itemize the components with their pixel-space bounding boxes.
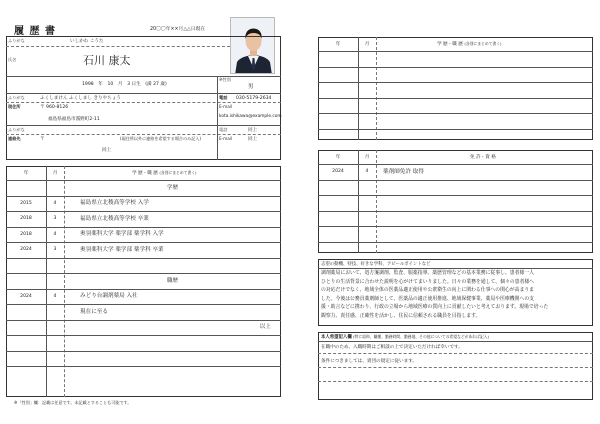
licenses-col-year: 年 bbox=[335, 155, 341, 160]
email-value: kota.ishikawa@example.com bbox=[219, 114, 282, 119]
furigana-value: いしかわ こうた bbox=[70, 39, 104, 44]
license-month: 4 bbox=[365, 169, 369, 174]
request-line: 在職中のため、入職時期はご相談の上で決定いただければ幸いです。 bbox=[321, 345, 463, 350]
history2-col-month: 月 bbox=[364, 42, 370, 47]
row-year: 2024 bbox=[20, 293, 32, 299]
contact-furigana-label: ふりがな bbox=[8, 127, 25, 132]
table-row-line bbox=[318, 98, 593, 99]
history2-col-desc bbox=[437, 42, 502, 47]
motivation-line: した。今後は公務員薬剤師として、医薬品の適正使用推進、地域保健事業、薬局や医療機関への支 bbox=[321, 295, 535, 302]
contact-postal: 〒 bbox=[40, 137, 45, 142]
history-col-year: 年 bbox=[23, 171, 29, 176]
resume-title: 履 歴 書 bbox=[14, 26, 56, 37]
address-furigana-value: ふくしまけん ふくしまし きりやちょう bbox=[40, 96, 122, 101]
row-text: 職歴 bbox=[166, 277, 179, 284]
requests-heading-note: (特に給料、職種、勤務時間、勤務地、その他についての希望などがあれば記入) bbox=[353, 334, 489, 339]
table-row-line bbox=[318, 180, 593, 181]
requests-box bbox=[318, 332, 593, 400]
row-text: 奥羽薬科大学 薬学部 薬学科 入学 bbox=[80, 231, 164, 237]
address-label: 現住所 bbox=[8, 104, 21, 109]
full-name: 石川 康太 bbox=[83, 54, 131, 67]
history-col-desc-label: 学 歴・職 歴 bbox=[132, 171, 158, 176]
row-month: 3 bbox=[53, 216, 57, 221]
contact-label: 連絡先 bbox=[8, 136, 21, 141]
contact-phone-label: 電話 bbox=[219, 127, 228, 132]
gender-value: 男 bbox=[248, 84, 254, 90]
contact-email-value: 同上 bbox=[248, 137, 258, 142]
row-text: 現在に至る bbox=[80, 308, 108, 315]
contact-phone-value: 同上 bbox=[248, 128, 258, 133]
footnote: ※「性別」欄：記載は任意です。未記載とすることも可能です。 bbox=[14, 400, 132, 405]
history-col-month: 月 bbox=[52, 171, 58, 176]
table-row-line bbox=[318, 67, 593, 68]
table-row-line bbox=[318, 164, 593, 165]
motivation-line: ひとりの生活背景に合わせた説明を心がけてまいりました。日々の業務を通して、個々の患者様へ bbox=[321, 278, 535, 285]
history2-col-desc-note: (各別にまとめて書く) bbox=[464, 41, 502, 46]
table-row-line bbox=[318, 51, 593, 52]
row-text: 福島県立北稜高等学校 卒業 bbox=[80, 215, 149, 222]
licenses-col-month: 月 bbox=[364, 155, 370, 160]
history2-col-year: 年 bbox=[335, 42, 341, 47]
row-text: 奥羽薬科大学 薬学部 薬学科 卒業 bbox=[80, 246, 164, 253]
name-label: 氏名 bbox=[8, 57, 17, 62]
birth-date: 1998 年 10 月 3 日生 (満 27 歳) bbox=[82, 82, 167, 87]
contact-value: 同上 bbox=[102, 148, 112, 153]
row-year: 2018 bbox=[20, 216, 32, 221]
request-line: 条件につきましては、貴団の規定に従います。 bbox=[321, 359, 418, 364]
row-text: 福島県立北稜高等学校 入学 bbox=[80, 200, 149, 206]
postal-code: 〒 960-8126 bbox=[40, 105, 69, 110]
contact-email-label: E-mail bbox=[219, 136, 233, 141]
table-row-line bbox=[318, 226, 593, 227]
motivation-line: 援・助言などに携わり、行政の立場から地域医療の質向上に貢献したいと考えております。現場で培った bbox=[321, 304, 549, 311]
licenses-table bbox=[318, 150, 593, 253]
row-month: 4 bbox=[53, 231, 57, 237]
history-col-desc-note: (各別にまとめて書く) bbox=[159, 170, 197, 175]
row-text: 以上 bbox=[259, 324, 271, 330]
phone-label: 電話 bbox=[219, 95, 228, 100]
table-row-line bbox=[318, 195, 593, 196]
motivation-line: 調剤薬局において、処方箋調剤、監査、服薬指導、薬歴管理などの基本業務に従事し、患者様一人 bbox=[321, 270, 535, 276]
row-text: みどり台調剤薬局 入社 bbox=[80, 293, 138, 299]
requests-heading bbox=[321, 335, 489, 340]
row-month: 4 bbox=[53, 200, 57, 206]
row-month: 4 bbox=[53, 293, 57, 299]
gender-label: ※性別 bbox=[219, 77, 231, 82]
license-year: 2024 bbox=[332, 169, 344, 174]
phone-value: 030-5179-2634 bbox=[236, 96, 272, 101]
date-label: 20〇〇年××月△△日現在 bbox=[150, 27, 206, 32]
motivation-line: 観察力、責任感、正確性を活かし、住民に信頼される職員を目指します。 bbox=[321, 313, 481, 319]
history2-col-desc-label: 学 歴・職 歴 bbox=[437, 42, 463, 47]
email-label: E-mail bbox=[219, 104, 233, 109]
motivation-line: の対応だけでなく、地域全体の医薬品適正使用や公衆衛生の向上に関わる仕事への関心が高まりま bbox=[321, 287, 535, 294]
history-continued-table bbox=[318, 37, 593, 140]
requests-heading-label: 本人希望記入欄 bbox=[321, 335, 352, 340]
row-year: 2024 bbox=[20, 247, 32, 252]
table-row-line bbox=[318, 242, 593, 243]
licenses-col-desc: 免 許・資 格 bbox=[470, 155, 496, 160]
furigana-label: ふりがな bbox=[8, 38, 25, 43]
motivation-heading: 志望の動機、特技、好きな学科、アピールポイントなど bbox=[321, 262, 431, 267]
contact-note: (現住所以外に連絡を希望する場合のみ記入) bbox=[120, 136, 201, 141]
row-year: 2018 bbox=[20, 231, 32, 237]
table-row-line bbox=[318, 82, 593, 83]
table-row-line bbox=[318, 211, 593, 212]
address-value: 福島県福島市霧野町2-11 bbox=[48, 117, 100, 122]
row-text: 学歴 bbox=[166, 184, 179, 191]
address-furigana-label: ふりがな bbox=[8, 95, 25, 100]
table-row-line bbox=[318, 113, 593, 114]
history-col-desc bbox=[132, 171, 197, 176]
license-text: 薬剤師免許 取得 bbox=[383, 168, 424, 175]
row-year: 2015 bbox=[20, 200, 32, 206]
row-month: 3 bbox=[53, 247, 57, 252]
table-row-line bbox=[318, 129, 593, 130]
